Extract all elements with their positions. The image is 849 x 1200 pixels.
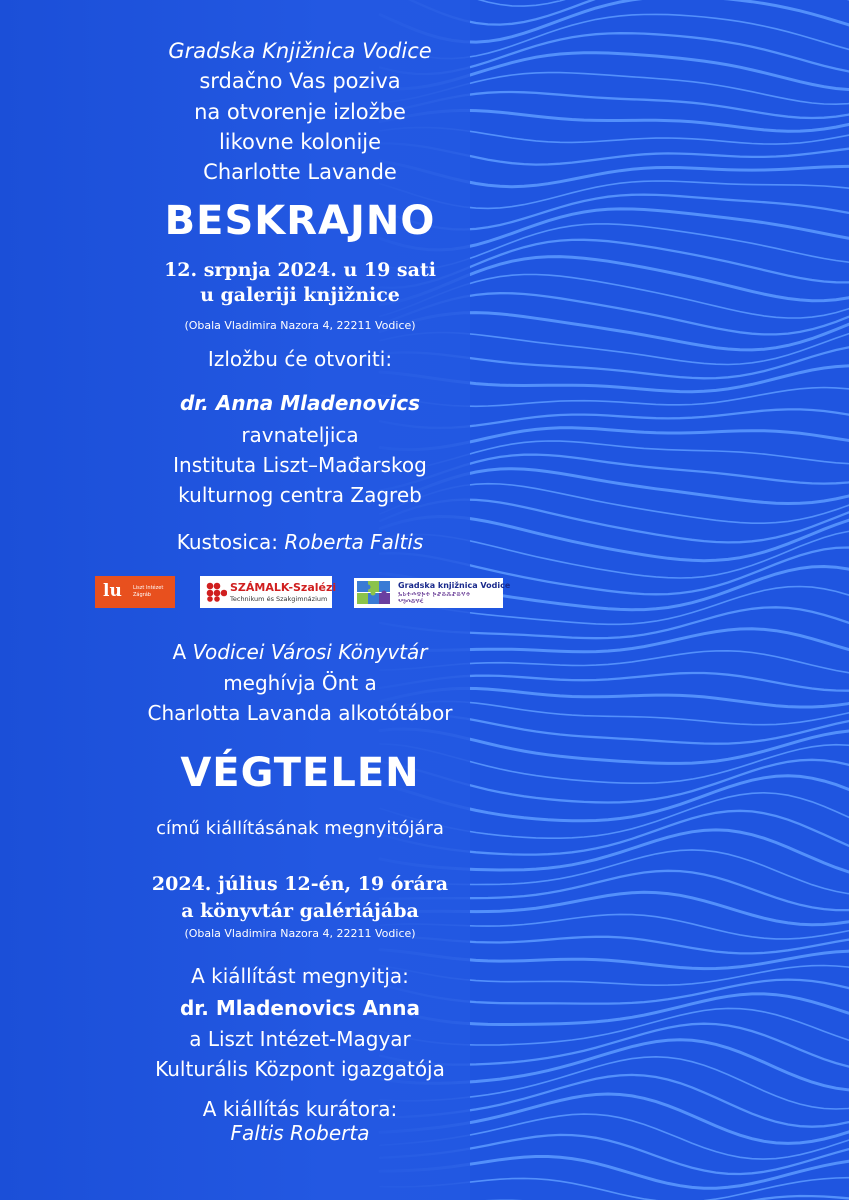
hungarian-curator-label: A kiállítás kurátora:	[202, 1097, 398, 1121]
invite-line-3: likovne kolonije	[218, 130, 382, 154]
hungarian-subtitle: című kiállításának megnyitójára	[156, 818, 444, 839]
library-name: Gradska Knjižnica Vodice	[168, 39, 432, 63]
liszt-logo-line-2: Zágráb	[133, 592, 151, 598]
invite-line-4: Charlotte Lavande	[203, 160, 397, 184]
liszt-logo-line-1: Liszt Intézet	[133, 585, 164, 591]
liszt-mark: lu	[103, 581, 122, 601]
hungarian-opener-name: dr. Mladenovics Anna	[179, 996, 421, 1020]
curator-name: Roberta Faltis	[284, 530, 424, 554]
croatian-venue: u galeriji knjižnice	[200, 284, 400, 306]
hungarian-section	[60, 0, 540, 1200]
croatian-opener-role-3: kulturnog centra Zagreb	[178, 483, 422, 507]
hungarian-library-name: Vodicei Városi Könyvtár	[192, 640, 428, 664]
invite-line-1: srdačno Vas poziva	[199, 69, 401, 93]
hungarian-opener-role-1: a Liszt Intézet-Magyar	[189, 1027, 411, 1051]
hungarian-intro-2: meghívja Önt a	[223, 671, 377, 695]
hungarian-date: 2024. július 12-én, 19 órára	[151, 873, 449, 895]
hungarian-opener-intro: A kiállítást megnyitja:	[191, 964, 409, 988]
croatian-opener-role-1: ravnateljica	[241, 423, 359, 447]
croatian-opener-name: dr. Anna Mladenovics	[179, 391, 421, 415]
hungarian-intro-prefix: A	[172, 640, 187, 664]
hungarian-opener-role-2: Kulturális Központ igazgatója	[155, 1057, 445, 1081]
croatian-address: (Obala Vladimira Nazora 4, 22211 Vodice)	[184, 319, 416, 332]
gkv-glagolitic-line-2: ⰂⰑⰄⰋⰜⰤ	[398, 598, 424, 605]
szamalk-name: SZÁMALK-Szalézi	[230, 581, 337, 594]
hungarian-intro-1	[60, 640, 540, 664]
curator-label: Kustosica:	[176, 530, 278, 554]
hungarian-title: VÉGTELEN	[180, 750, 420, 796]
croatian-date: 12. srpnja 2024. u 19 sati	[164, 259, 436, 281]
hungarian-intro-3: Charlotta Lavanda alkotótábor	[147, 701, 453, 725]
croatian-opener-role-2: Instituta Liszt–Mađarskog	[173, 453, 427, 477]
hungarian-curator-name: Faltis Roberta	[230, 1121, 370, 1145]
hungarian-address: (Obala Vladimira Nazora 4, 22211 Vodice)	[184, 927, 416, 940]
invite-line-2: na otvorenje izložbe	[194, 100, 406, 124]
croatian-title: BESKRAJNO	[164, 198, 436, 244]
szamalk-subtitle: Technikum és Szakgimnázium	[230, 595, 328, 603]
gkv-glagolitic-line-1: ⰃⰓⰀⰄⰔⰍⰀ ⰍⰐⰋⰆⰐⰋⰜⰀ	[398, 591, 471, 598]
gkv-name: Gradska knjižnica Vodice	[398, 581, 511, 590]
hungarian-venue: a könyvtár galériájába	[181, 900, 419, 922]
croatian-opener-intro: Izložbu će otvoriti:	[207, 347, 393, 371]
